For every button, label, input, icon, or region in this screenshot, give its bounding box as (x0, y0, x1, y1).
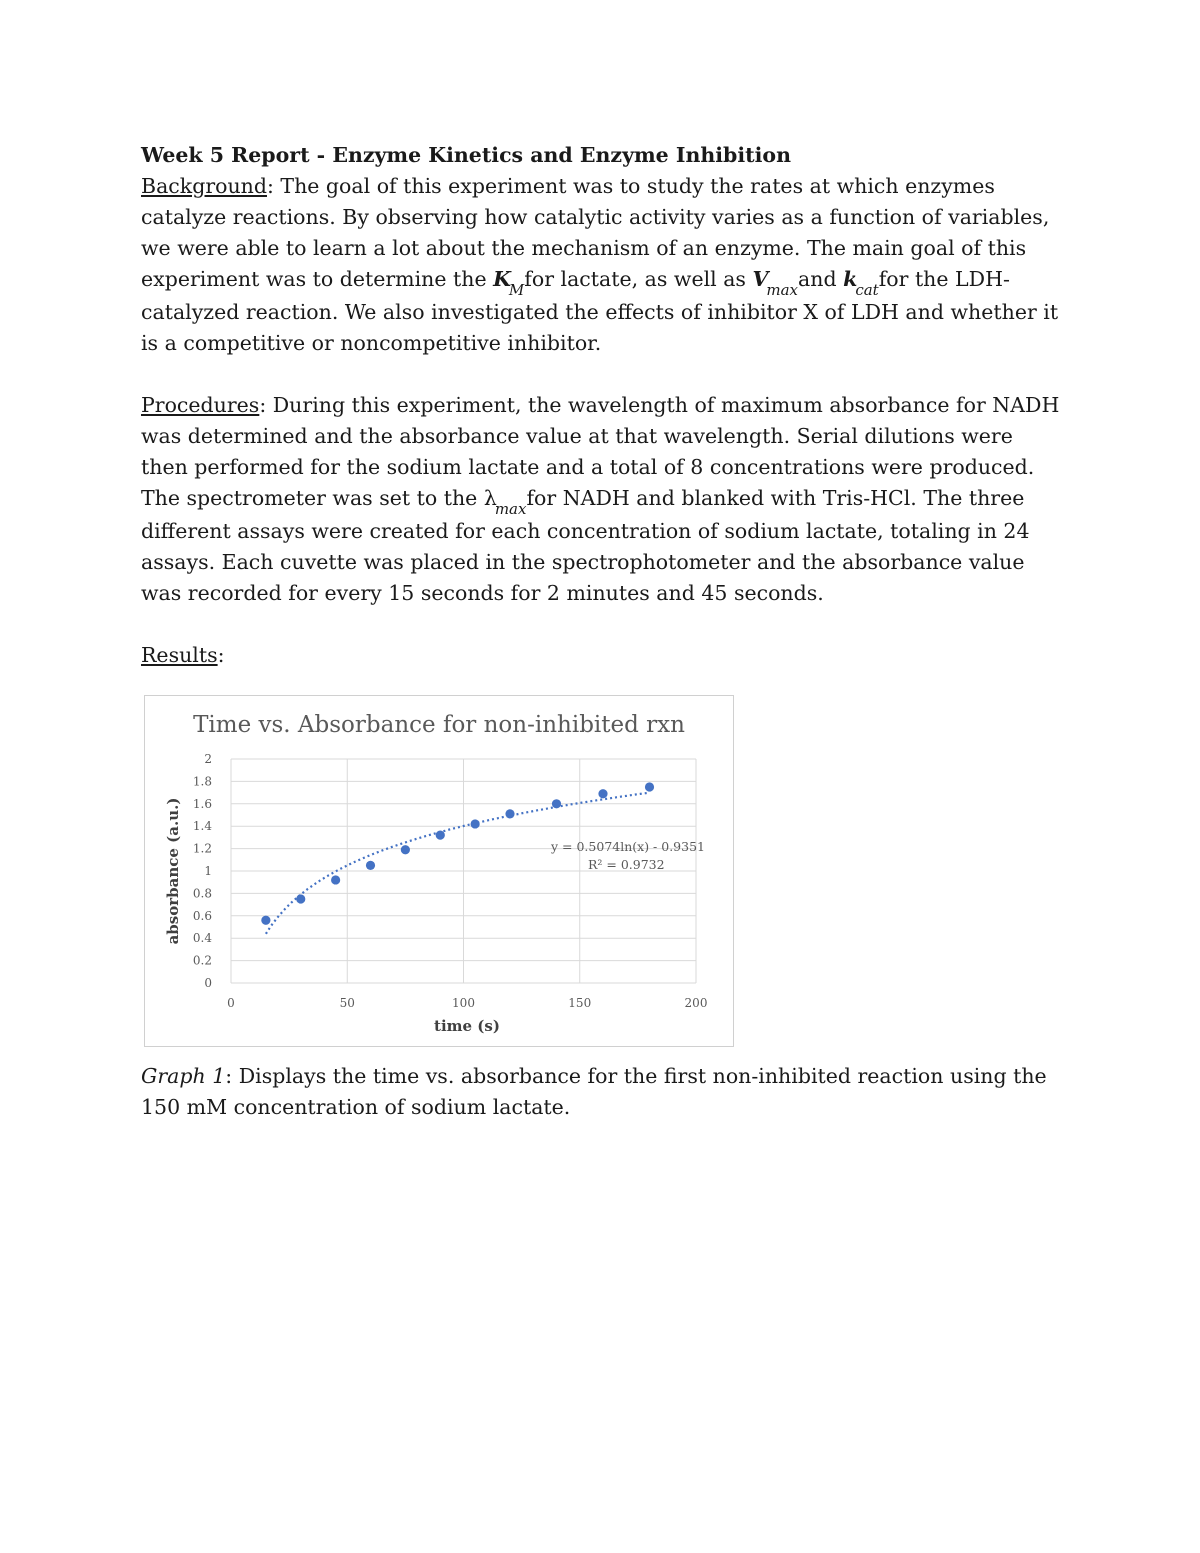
data-point (552, 799, 561, 808)
y-tick-label: 0.6 (192, 908, 212, 923)
report-body (141, 140, 1066, 671)
background-text-2: for lactate, as well as (524, 267, 753, 291)
background-text-4: for the LDH-catalyzed reaction. We also investigated the effects of inhibitor X of LDH and whether it is a competitive or noncompetitive inhibitor. (141, 267, 1059, 355)
y-tick-label: 1.6 (192, 796, 212, 811)
km-symbol: K (493, 267, 511, 291)
y-tick-label: 0 (204, 976, 212, 990)
caption-label: Graph 1 (141, 1064, 226, 1088)
y-tick-label: 0.8 (192, 886, 212, 901)
data-point (645, 782, 654, 791)
y-tick-label: 2 (204, 752, 212, 766)
lambda-subscript: max (494, 500, 527, 518)
background-paragraph (141, 171, 1066, 359)
y-tick-label: 1 (204, 864, 212, 878)
background-text-1: : The goal of this experiment was to study the rates at which enzymes catalyze reactions. By observing how catalytic activity varies as a function of variables, we were able to learn a lot about the mechanism of an enzyme. The main goal of this experiment was to determine the (141, 174, 1050, 291)
graph-caption (141, 1061, 1066, 1123)
caption-text: : Displays the time vs. absorbance for the first non-inhibited reaction using the 150 mM concentration of sodium lactate. (141, 1064, 1047, 1119)
procedures-paragraph (141, 390, 1066, 609)
y-tick-label: 0.4 (192, 931, 212, 946)
y-tick-label: 0.2 (192, 953, 212, 968)
data-point (505, 809, 514, 818)
procedures-text-1: : During this experiment, the wavelength of maximum absorbance for NADH was determined and the absorbance value at that wavelength. Serial dilutions were then performed for the sodium lactate and a total of 8 concentrations were produced. The spectrometer was set to the (141, 393, 1060, 510)
vmax-subscript: max (766, 281, 799, 299)
results-label: Results (141, 643, 218, 667)
scatter-chart (145, 696, 733, 1046)
x-tick-label: 50 (339, 996, 355, 1010)
background-text-3: and (798, 267, 844, 291)
y-axis-label: absorbance (a.u.) (164, 797, 182, 945)
data-point (331, 875, 340, 884)
data-point (261, 916, 270, 925)
procedures-text-2: for NADH and blanked with Tris-HCl. The three different assays were created for each concentration of sodium lactate, totaling in 24 assays. Each cuvette was placed in the spectrophotometer and the absorbance value was recorded for every 15 seconds for 2 minutes and 45 seconds. (141, 486, 1030, 605)
lambda-symbol: λ (483, 486, 497, 510)
chart-title: Time vs. Absorbance for non-inhibited rxn (193, 712, 685, 738)
x-tick-label: 0 (227, 996, 235, 1010)
trendline-r2: R² = 0.9732 (588, 857, 665, 872)
x-tick-label: 150 (568, 996, 592, 1010)
data-point (471, 819, 480, 828)
procedures-label: Procedures (141, 393, 260, 417)
data-point (598, 789, 607, 798)
data-point (366, 861, 375, 870)
x-axis-label: time (s) (434, 1017, 500, 1035)
x-tick-label: 100 (452, 996, 475, 1010)
report-title: Week 5 Report - Enzyme Kinetics and Enzyme Inhibition (141, 143, 791, 167)
y-tick-label: 1.8 (192, 774, 212, 789)
results-heading (141, 640, 1066, 671)
y-tick-label: 1.4 (192, 819, 212, 834)
km-subscript: M (508, 281, 525, 299)
results-suffix: : (217, 643, 225, 667)
background-label: Background (141, 174, 267, 198)
trendline-equation: y = 0.5074ln(x) - 0.9351 (551, 839, 705, 854)
data-point (401, 845, 410, 854)
chart-container (144, 695, 734, 1047)
data-point (296, 894, 305, 903)
chart-axes (193, 752, 708, 1010)
vmax-symbol: V (752, 267, 769, 291)
kcat-subscript: cat (855, 281, 879, 299)
x-tick-label: 200 (684, 996, 708, 1010)
kcat-symbol: k (843, 267, 858, 291)
y-tick-label: 1.2 (192, 841, 212, 856)
data-point (436, 831, 445, 840)
